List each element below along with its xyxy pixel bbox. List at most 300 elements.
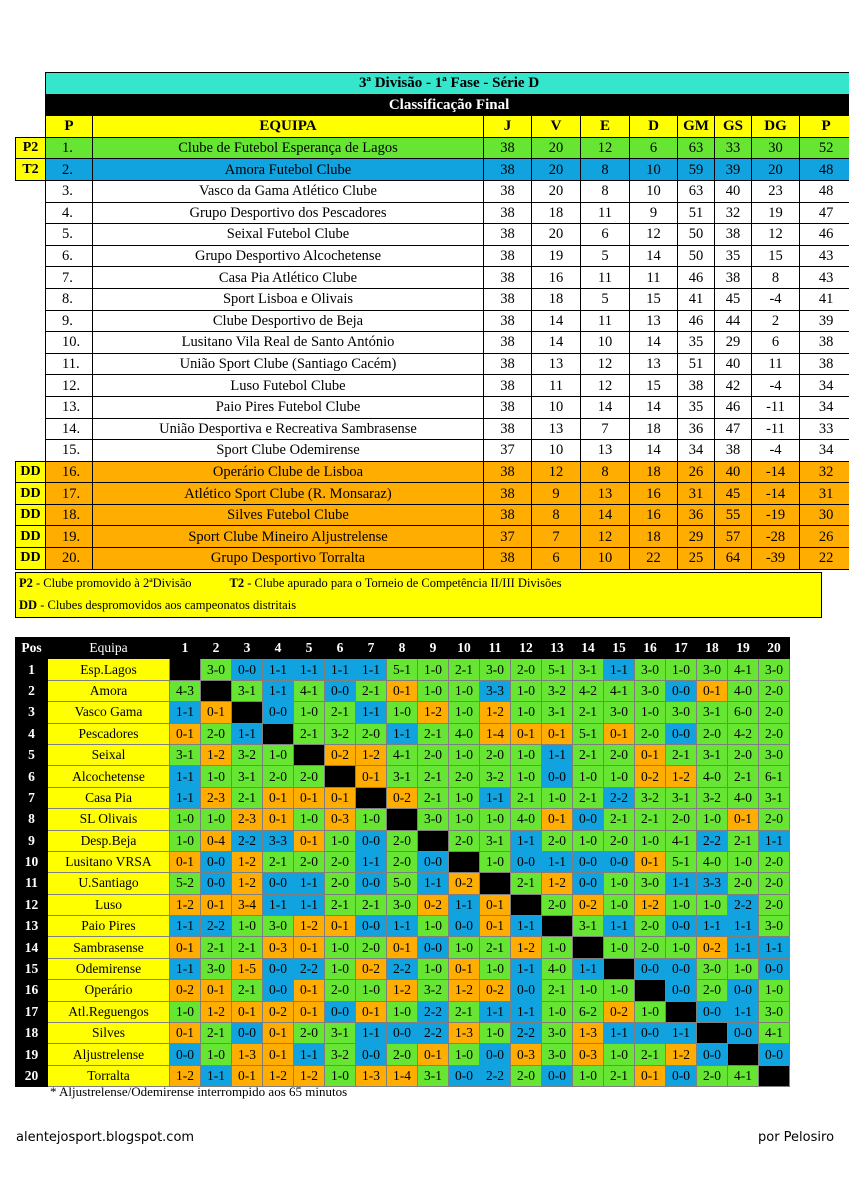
- score-cell: 1-1: [480, 787, 511, 808]
- self-match-cell: [263, 723, 294, 744]
- score-cell: 0-3: [511, 1044, 542, 1065]
- score-cell: 1-1: [294, 894, 325, 915]
- cell-goals-against: 42: [715, 375, 752, 397]
- score-cell: 3-1: [759, 787, 790, 808]
- cell-goals-against: 38: [715, 440, 752, 462]
- score-cell: 0-2: [387, 787, 418, 808]
- results-pos: 16: [16, 980, 48, 1001]
- score-cell: 3-2: [232, 744, 263, 765]
- score-cell: 0-1: [325, 916, 356, 937]
- score-cell: 0-1: [294, 937, 325, 958]
- self-match-cell: [325, 766, 356, 787]
- cell-wins: 13: [532, 353, 581, 375]
- cell-games: 38: [484, 375, 532, 397]
- score-cell: 1-0: [759, 980, 790, 1001]
- standings-row: [16, 504, 849, 526]
- legend-line-2: [19, 598, 296, 613]
- score-cell: 1-0: [418, 958, 449, 979]
- score-cell: 0-0: [356, 873, 387, 894]
- results-column-header: 10: [449, 638, 480, 659]
- legend-dd-text: - Clubes despromovidos aos campeonatos distritais: [37, 598, 297, 612]
- score-cell: 3-0: [263, 916, 294, 937]
- cell-draws: 8: [581, 180, 630, 202]
- results-team: Seixal: [48, 744, 170, 765]
- score-cell: 6-1: [759, 766, 790, 787]
- score-cell: 1-1: [480, 1001, 511, 1022]
- score-cell: 0-0: [232, 659, 263, 680]
- score-cell: 0-1: [449, 958, 480, 979]
- score-cell: 1-1: [511, 958, 542, 979]
- results-team: Aljustrelense: [48, 1044, 170, 1065]
- cell-wins: 10: [532, 440, 581, 462]
- score-cell: 0-0: [573, 851, 604, 872]
- score-cell: 1-1: [542, 851, 573, 872]
- status-mark: [16, 375, 46, 397]
- score-cell: 3-1: [232, 680, 263, 701]
- cell-pos: 13.: [46, 396, 93, 418]
- score-cell: 0-0: [418, 851, 449, 872]
- score-cell: 2-0: [387, 851, 418, 872]
- legend-dd-code: DD: [19, 598, 38, 612]
- score-cell: 1-0: [573, 830, 604, 851]
- score-cell: 1-1: [697, 916, 728, 937]
- cell-losses: 13: [630, 353, 678, 375]
- score-cell: 4-1: [294, 680, 325, 701]
- cell-draws: 10: [581, 548, 630, 570]
- cell-team: Sport Clube Odemirense: [93, 440, 484, 462]
- cell-wins: 11: [532, 375, 581, 397]
- cell-goals-for: 35: [678, 332, 715, 354]
- results-team: Esp.Lagos: [48, 659, 170, 680]
- cell-goals-for: 63: [678, 137, 715, 159]
- score-cell: 3-0: [542, 1023, 573, 1044]
- score-cell: 2-2: [387, 958, 418, 979]
- cell-team: Seixal Futebol Clube: [93, 224, 484, 246]
- score-cell: 2-1: [573, 702, 604, 723]
- score-cell: 1-3: [573, 1023, 604, 1044]
- score-cell: 0-0: [573, 873, 604, 894]
- cell-goal-diff: -19: [752, 504, 800, 526]
- status-mark: [16, 332, 46, 354]
- results-column-header: 16: [635, 638, 666, 659]
- cell-goal-diff: 11: [752, 353, 800, 375]
- cell-pos: 4.: [46, 202, 93, 224]
- score-cell: 2-1: [232, 787, 263, 808]
- score-cell: 2-1: [418, 723, 449, 744]
- cell-games: 38: [484, 504, 532, 526]
- score-cell: 2-0: [666, 809, 697, 830]
- score-cell: 1-0: [325, 1065, 356, 1086]
- score-cell: 0-0: [666, 723, 697, 744]
- status-mark: DD: [16, 483, 46, 505]
- results-column-header: 14: [573, 638, 604, 659]
- self-match-cell: [635, 980, 666, 1001]
- results-row: [16, 1001, 790, 1022]
- blank-cell: [16, 94, 46, 116]
- cell-games: 38: [484, 267, 532, 289]
- score-cell: 1-0: [201, 766, 232, 787]
- score-cell: 2-1: [356, 894, 387, 915]
- cell-goals-for: 46: [678, 267, 715, 289]
- results-pos: 6: [16, 766, 48, 787]
- score-cell: 1-2: [201, 744, 232, 765]
- score-cell: 0-1: [263, 1044, 294, 1065]
- score-cell: 0-1: [294, 830, 325, 851]
- score-cell: 1-0: [480, 809, 511, 830]
- cell-losses: 13: [630, 310, 678, 332]
- cell-goals-for: 25: [678, 548, 715, 570]
- score-cell: 1-1: [387, 916, 418, 937]
- score-cell: 2-2: [232, 830, 263, 851]
- score-cell: 2-1: [511, 873, 542, 894]
- standings-row: [16, 526, 849, 548]
- score-cell: 0-0: [728, 1023, 759, 1044]
- cell-wins: 9: [532, 483, 581, 505]
- score-cell: 1-3: [232, 1044, 263, 1065]
- score-cell: 1-2: [666, 766, 697, 787]
- cell-goals-against: 38: [715, 224, 752, 246]
- score-cell: 4-1: [728, 659, 759, 680]
- score-cell: 3-1: [170, 744, 201, 765]
- self-match-cell: [542, 916, 573, 937]
- cell-goals-against: 57: [715, 526, 752, 548]
- score-cell: 1-1: [666, 1023, 697, 1044]
- score-cell: 3-0: [759, 916, 790, 937]
- results-row: [16, 980, 790, 1001]
- score-cell: 2-2: [418, 1023, 449, 1044]
- score-cell: 1-0: [263, 744, 294, 765]
- results-pos: 13: [16, 916, 48, 937]
- score-cell: 1-2: [232, 851, 263, 872]
- score-cell: 1-1: [263, 894, 294, 915]
- score-cell: 3-1: [418, 1065, 449, 1086]
- cell-games: 38: [484, 310, 532, 332]
- cell-goals-against: 40: [715, 461, 752, 483]
- score-cell: 1-0: [635, 1001, 666, 1022]
- score-cell: 2-0: [728, 873, 759, 894]
- score-cell: 1-0: [449, 1044, 480, 1065]
- results-column-header: 8: [387, 638, 418, 659]
- cell-losses: 14: [630, 396, 678, 418]
- score-cell: 4-1: [604, 680, 635, 701]
- score-cell: 0-0: [666, 1065, 697, 1086]
- results-column-header: 11: [480, 638, 511, 659]
- cell-pos: 17.: [46, 483, 93, 505]
- score-cell: 0-1: [635, 1065, 666, 1086]
- results-row: [16, 873, 790, 894]
- score-cell: 2-1: [573, 744, 604, 765]
- standings-row: [16, 483, 849, 505]
- legend-box: [15, 572, 822, 618]
- cell-pos: 20.: [46, 548, 93, 570]
- score-cell: 5-1: [573, 723, 604, 744]
- cell-points: 31: [800, 483, 849, 505]
- score-cell: 5-1: [666, 851, 697, 872]
- score-cell: 1-0: [232, 916, 263, 937]
- blank-cell: [16, 116, 46, 138]
- standings-subtitle: Classificação Final: [46, 94, 849, 116]
- score-cell: 0-0: [604, 851, 635, 872]
- status-mark: [16, 202, 46, 224]
- status-mark: [16, 224, 46, 246]
- cell-goals-against: 40: [715, 353, 752, 375]
- score-cell: 0-0: [666, 958, 697, 979]
- score-cell: 1-0: [666, 894, 697, 915]
- standings-row: [16, 310, 849, 332]
- cell-pos: 7.: [46, 267, 93, 289]
- score-cell: 1-0: [604, 873, 635, 894]
- results-team: Desp.Beja: [48, 830, 170, 851]
- cell-goals-for: 63: [678, 180, 715, 202]
- standings-row: [16, 353, 849, 375]
- cell-games: 37: [484, 526, 532, 548]
- cell-pos: 1.: [46, 137, 93, 159]
- score-cell: 0-0: [263, 958, 294, 979]
- results-team: Atl.Reguengos: [48, 1001, 170, 1022]
- cell-wins: 8: [532, 504, 581, 526]
- score-cell: 0-1: [635, 851, 666, 872]
- cell-goal-diff: -28: [752, 526, 800, 548]
- results-row: [16, 680, 790, 701]
- score-cell: 3-0: [697, 958, 728, 979]
- cell-goal-diff: 23: [752, 180, 800, 202]
- score-cell: 2-1: [263, 851, 294, 872]
- score-cell: 1-1: [263, 659, 294, 680]
- score-cell: 3-2: [697, 787, 728, 808]
- standings-row: [16, 137, 849, 159]
- cell-goals-for: 59: [678, 159, 715, 181]
- cell-draws: 14: [581, 504, 630, 526]
- score-cell: 0-0: [449, 1065, 480, 1086]
- score-cell: 3-0: [759, 659, 790, 680]
- cell-games: 38: [484, 245, 532, 267]
- standings-row: [16, 548, 849, 570]
- score-cell: 0-0: [325, 680, 356, 701]
- score-cell: 2-0: [325, 980, 356, 1001]
- cell-points: 34: [800, 375, 849, 397]
- cell-losses: 18: [630, 418, 678, 440]
- cell-points: 43: [800, 267, 849, 289]
- score-cell: 0-4: [201, 830, 232, 851]
- score-cell: 2-1: [728, 766, 759, 787]
- cell-goals-for: 36: [678, 504, 715, 526]
- cell-goal-diff: 2: [752, 310, 800, 332]
- score-cell: 0-1: [232, 1001, 263, 1022]
- cell-draws: 6: [581, 224, 630, 246]
- score-cell: 2-0: [356, 937, 387, 958]
- score-cell: 5-0: [387, 873, 418, 894]
- score-cell: 3-1: [542, 702, 573, 723]
- score-cell: 2-0: [418, 744, 449, 765]
- results-column-header: 18: [697, 638, 728, 659]
- score-cell: 1-0: [666, 937, 697, 958]
- cell-games: 38: [484, 483, 532, 505]
- cell-games: 38: [484, 353, 532, 375]
- score-cell: 4-0: [511, 809, 542, 830]
- cell-games: 38: [484, 180, 532, 202]
- cell-draws: 10: [581, 332, 630, 354]
- score-cell: 1-1: [604, 1023, 635, 1044]
- score-cell: 4-1: [728, 1065, 759, 1086]
- status-mark: [16, 310, 46, 332]
- cell-draws: 12: [581, 137, 630, 159]
- results-pos: 8: [16, 809, 48, 830]
- cell-wins: 20: [532, 180, 581, 202]
- cell-goals-against: 39: [715, 159, 752, 181]
- score-cell: 1-1: [170, 702, 201, 723]
- score-cell: 1-0: [449, 680, 480, 701]
- score-cell: 2-0: [449, 830, 480, 851]
- score-cell: 2-1: [201, 1023, 232, 1044]
- score-cell: 2-1: [449, 659, 480, 680]
- cell-wins: 20: [532, 224, 581, 246]
- results-row: [16, 723, 790, 744]
- legend-p2-text: - Clube promovido à 2ªDivisão: [32, 576, 192, 590]
- score-cell: 4-0: [542, 958, 573, 979]
- cell-goal-diff: -14: [752, 461, 800, 483]
- header-points: P: [800, 116, 849, 138]
- score-cell: 2-1: [635, 809, 666, 830]
- score-cell: 1-0: [542, 1001, 573, 1022]
- score-cell: 3-2: [418, 980, 449, 1001]
- self-match-cell: [294, 744, 325, 765]
- cell-team: Grupo Desportivo Torralta: [93, 548, 484, 570]
- footnote: * Aljustrelense/Odemirense interrompido aos 65 minutos: [50, 1084, 348, 1099]
- score-cell: 0-1: [294, 980, 325, 1001]
- score-cell: 0-0: [635, 1023, 666, 1044]
- score-cell: 1-0: [573, 1065, 604, 1086]
- score-cell: 2-0: [387, 830, 418, 851]
- score-cell: 0-0: [666, 916, 697, 937]
- score-cell: 2-1: [635, 1044, 666, 1065]
- results-team: Operário: [48, 980, 170, 1001]
- cell-pos: 14.: [46, 418, 93, 440]
- score-cell: 1-2: [511, 937, 542, 958]
- score-cell: 1-1: [511, 1001, 542, 1022]
- score-cell: 1-0: [449, 809, 480, 830]
- results-team: U.Santiago: [48, 873, 170, 894]
- score-cell: 0-1: [201, 702, 232, 723]
- results-column-header: 20: [759, 638, 790, 659]
- cell-goals-for: 50: [678, 245, 715, 267]
- score-cell: 2-1: [666, 744, 697, 765]
- cell-draws: 12: [581, 375, 630, 397]
- results-column-header: 7: [356, 638, 387, 659]
- cell-games: 38: [484, 224, 532, 246]
- cell-losses: 14: [630, 440, 678, 462]
- cell-pos: 3.: [46, 180, 93, 202]
- score-cell: 0-1: [387, 680, 418, 701]
- results-row: [16, 894, 790, 915]
- standings-row: [16, 202, 849, 224]
- score-cell: 0-1: [480, 916, 511, 937]
- score-cell: 4-1: [387, 744, 418, 765]
- score-cell: 0-1: [263, 1023, 294, 1044]
- score-cell: 2-1: [418, 787, 449, 808]
- score-cell: 4-3: [170, 680, 201, 701]
- score-cell: 1-1: [356, 702, 387, 723]
- score-cell: 1-1: [759, 937, 790, 958]
- score-cell: 3-0: [635, 659, 666, 680]
- score-cell: 1-4: [480, 723, 511, 744]
- score-cell: 1-0: [635, 702, 666, 723]
- results-pos: 11: [16, 873, 48, 894]
- score-cell: 1-0: [542, 937, 573, 958]
- score-cell: 3-2: [480, 766, 511, 787]
- cell-points: 48: [800, 180, 849, 202]
- cell-team: Paio Pires Futebol Clube: [93, 396, 484, 418]
- cell-draws: 5: [581, 245, 630, 267]
- score-cell: 2-1: [604, 809, 635, 830]
- score-cell: 0-0: [387, 1023, 418, 1044]
- self-match-cell: [201, 680, 232, 701]
- score-cell: 1-0: [697, 894, 728, 915]
- score-cell: 4-2: [573, 680, 604, 701]
- score-cell: 3-0: [201, 958, 232, 979]
- cell-wins: 6: [532, 548, 581, 570]
- results-row: [16, 830, 790, 851]
- score-cell: 1-0: [449, 702, 480, 723]
- standings-row: [16, 440, 849, 462]
- cell-losses: 10: [630, 180, 678, 202]
- header-games: J: [484, 116, 532, 138]
- score-cell: 0-0: [263, 702, 294, 723]
- cell-pos: 10.: [46, 332, 93, 354]
- score-cell: 0-2: [170, 980, 201, 1001]
- cell-goals-for: 36: [678, 418, 715, 440]
- score-cell: 2-0: [759, 723, 790, 744]
- results-team: Silves: [48, 1023, 170, 1044]
- score-cell: 1-0: [418, 916, 449, 937]
- score-cell: 1-0: [697, 809, 728, 830]
- results-row: [16, 702, 790, 723]
- cell-wins: 14: [532, 332, 581, 354]
- score-cell: 3-0: [697, 659, 728, 680]
- self-match-cell: [604, 958, 635, 979]
- results-pos: 18: [16, 1023, 48, 1044]
- score-cell: 1-0: [418, 680, 449, 701]
- score-cell: 0-1: [263, 809, 294, 830]
- status-mark: P2: [16, 137, 46, 159]
- score-cell: 2-1: [325, 702, 356, 723]
- cell-team: Grupo Desportivo dos Pescadores: [93, 202, 484, 224]
- self-match-cell: [511, 894, 542, 915]
- score-cell: 2-0: [325, 851, 356, 872]
- status-mark: DD: [16, 504, 46, 526]
- cell-losses: 18: [630, 461, 678, 483]
- self-match-cell: [170, 659, 201, 680]
- cell-goals-for: 34: [678, 440, 715, 462]
- cell-pos: 12.: [46, 375, 93, 397]
- score-cell: 1-0: [604, 1044, 635, 1065]
- results-column-header: 6: [325, 638, 356, 659]
- results-row: [16, 744, 790, 765]
- score-cell: 1-1: [170, 787, 201, 808]
- score-cell: 1-0: [170, 830, 201, 851]
- cell-team: Casa Pia Atlético Clube: [93, 267, 484, 289]
- results-column-header: 17: [666, 638, 697, 659]
- results-pos: 7: [16, 787, 48, 808]
- cell-pos: 5.: [46, 224, 93, 246]
- score-cell: 2-0: [201, 723, 232, 744]
- results-column-header: 5: [294, 638, 325, 659]
- results-team: Sambrasense: [48, 937, 170, 958]
- score-cell: 1-0: [449, 937, 480, 958]
- score-cell: 3-3: [480, 680, 511, 701]
- score-cell: 0-1: [387, 937, 418, 958]
- score-cell: 1-1: [170, 916, 201, 937]
- cell-goals-against: 44: [715, 310, 752, 332]
